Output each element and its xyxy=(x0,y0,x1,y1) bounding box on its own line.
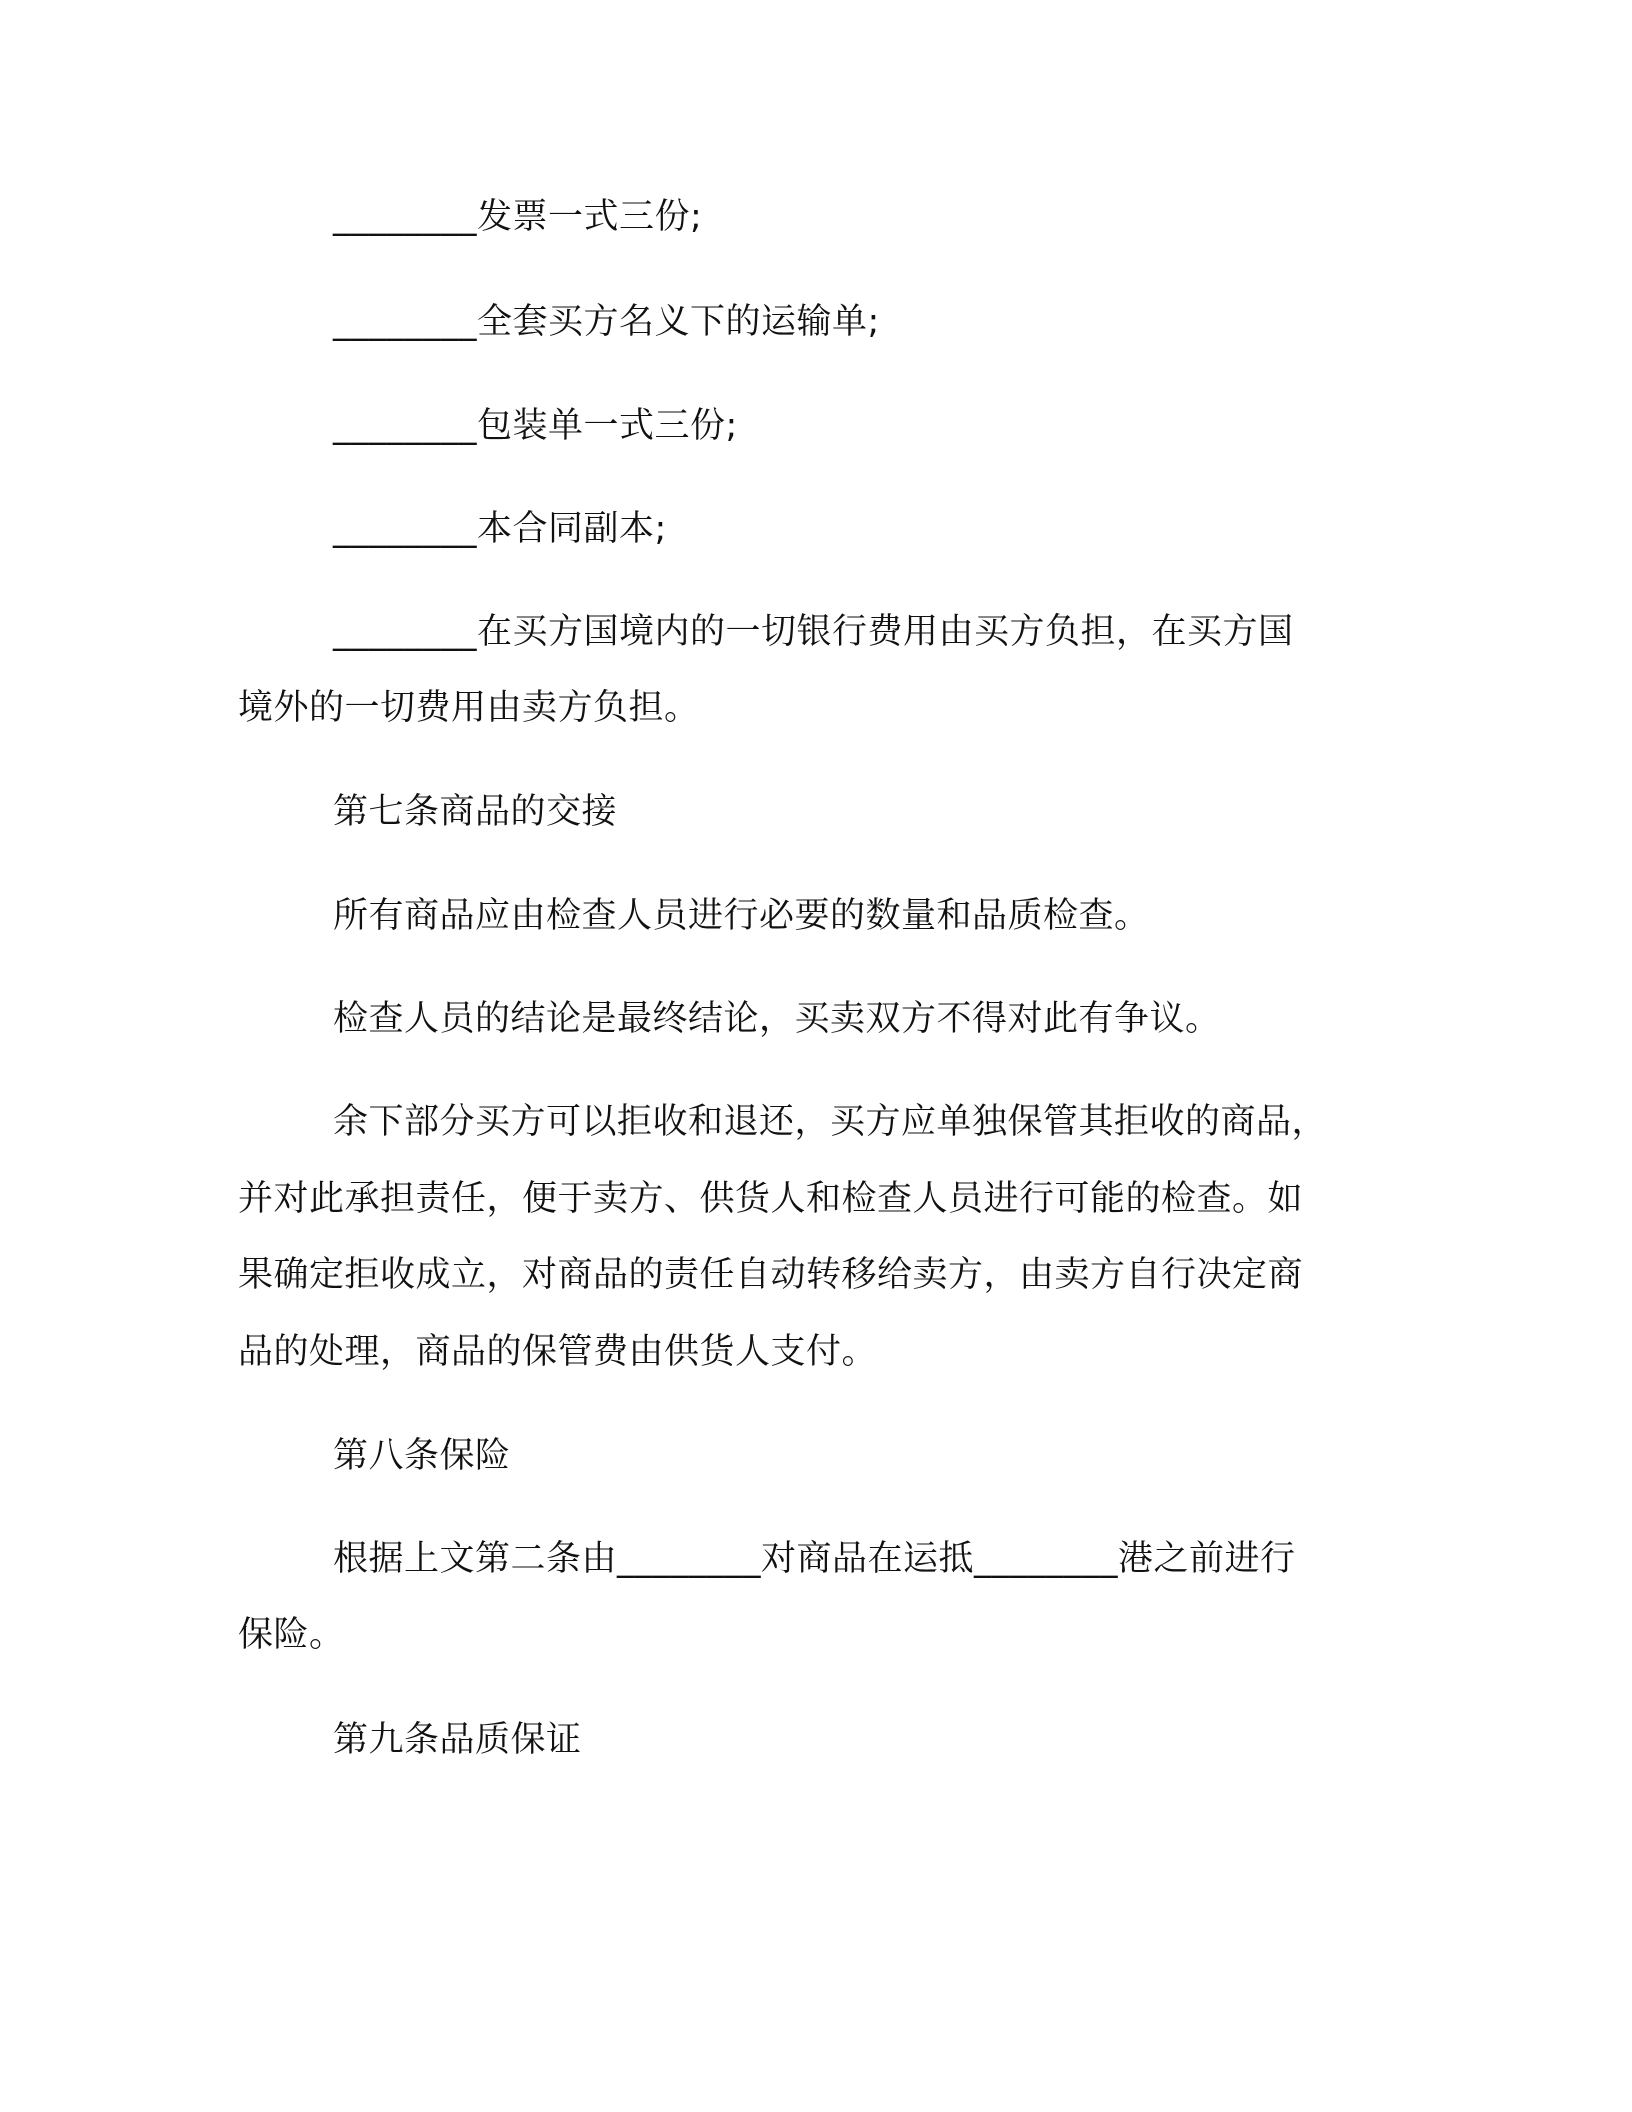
inspection-conclusion-line: 检查人员的结论是最终结论，买卖双方不得对此有争议。 xyxy=(333,999,1221,1039)
contract-copy-line: ________本合同副本; xyxy=(333,509,667,549)
article-9-heading: 第九条品质保证 xyxy=(333,1720,582,1760)
rejection-paragraph-line-1: 余下部分买方可以拒收和退还，买方应单独保管其拒收的商品， xyxy=(333,1102,1328,1142)
insurance-line: 根据上文第二条由________对商品在运抵________港之前进行 xyxy=(333,1539,1296,1579)
article-7-heading: 第七条商品的交接 xyxy=(333,792,618,832)
bank-fees-continuation: 境外的一切费用由卖方负担。 xyxy=(238,688,700,728)
rejection-paragraph-line-4: 品的处理，商品的保管费由供货人支付。 xyxy=(238,1332,878,1372)
insurance-continuation: 保险。 xyxy=(238,1615,345,1655)
packing-list-line: ________包装单一式三份; xyxy=(333,406,738,446)
article-8-heading: 第八条保险 xyxy=(333,1436,511,1476)
rejection-paragraph-line-2: 并对此承担责任，便于卖方、供货人和检查人员进行可能的检查。如 xyxy=(238,1179,1304,1219)
rejection-paragraph-line-3: 果确定拒收成立，对商品的责任自动转移给卖方，由卖方自行决定商 xyxy=(238,1255,1304,1295)
inspection-line: 所有商品应由检查人员进行必要的数量和品质检查。 xyxy=(333,896,1150,936)
bank-fees-line: ________在买方国境内的一切银行费用由买方负担，在买方国 xyxy=(333,612,1294,652)
transport-docs-line: ________全套买方名义下的运输单; xyxy=(333,302,880,342)
invoice-copies-line: ________发票一式三份; xyxy=(333,197,703,237)
